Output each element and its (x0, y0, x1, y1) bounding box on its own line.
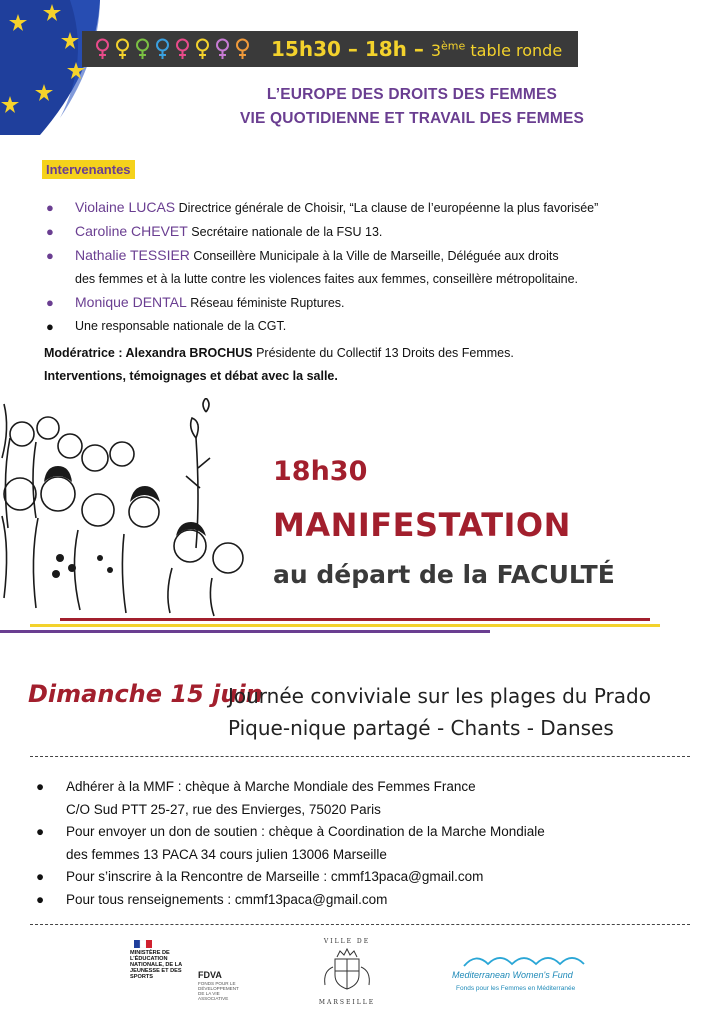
speakers-list (44, 196, 704, 338)
moderator-desc: Présidente du Collectif 13 Droits des Femmes. (252, 346, 514, 360)
speaker-desc: Une responsable nationale de la CGT. (75, 319, 287, 333)
moderator-label: Modératrice : Alexandra BROCHUS (44, 346, 253, 360)
bullet-icon: ● (36, 891, 45, 907)
headline-line-2: VIE QUOTIDIENNE ET TRAVAIL DES FEMMES (239, 110, 585, 127)
info-line: C/O Sud PTT 25-27, rue des Envierges, 75020 Paris (66, 801, 381, 817)
venus-symbol-icon (134, 37, 151, 61)
venus-symbol-icon (214, 37, 231, 61)
bullet-icon: ● (36, 779, 45, 794)
speaker-item (44, 220, 704, 244)
closing-note: Interventions, témoignages et débat avec la salle. (44, 369, 338, 383)
speaker-item (44, 196, 704, 220)
header-time: 15h30 – 18h – 3ème table ronde (271, 37, 563, 61)
manif-title: MANIFESTATION (273, 506, 571, 544)
speaker-item (44, 315, 704, 338)
venus-symbol-icon (194, 37, 211, 61)
ville-top-text: VILLE DE (323, 938, 371, 945)
french-flag-icon (134, 940, 152, 948)
sunday-title: Dimanche 15 juin (28, 680, 263, 708)
info-line: des femmes 13 PACA 34 cours julien 13006 Marseille (66, 846, 387, 862)
speaker-name: Caroline CHEVET (75, 223, 188, 239)
dotted-divider (30, 924, 690, 925)
moderator-block (44, 342, 514, 388)
divider-stripe (0, 630, 490, 633)
info-list (36, 776, 686, 911)
bullet-icon: ● (46, 319, 54, 334)
info-item (36, 821, 686, 866)
bullet-icon: ● (36, 869, 45, 884)
venus-symbol-icon (114, 37, 131, 61)
wave-icon (452, 950, 602, 970)
speaker-name: Violaine LUCAS (75, 199, 176, 215)
speaker-desc-continued: des femmes et à la lutte contre les violences faites aux femmes, conseillère métropolitaine. (75, 272, 579, 286)
info-line: Adhérer à la MMF : chèque à Marche Mondiale des Femmes France (66, 779, 476, 794)
venus-symbol-icon (154, 37, 171, 61)
speaker-desc: Conseillère Municipale à la Ville de Marseille, Déléguée aux droits (189, 249, 559, 263)
ministere-text: MINISTÈRE DE L’ÉDUCATION NATIONALE, DE LA JEUNESSE ET DES SPORTS (130, 950, 182, 980)
bullet-icon: ● (46, 200, 54, 215)
ville-bottom-text: MARSEILLE (318, 999, 376, 1006)
venus-symbols (94, 37, 251, 61)
divider-stripe (60, 618, 650, 621)
fdva-subtext: FONDS POUR LE DÉVELOPPEMENT DE LA VIE ASSOCIATIVE (198, 981, 239, 1001)
fdva-text: FDVA (198, 970, 222, 980)
info-line: Pour tous renseignements : cmmf13paca@gmail.com (66, 891, 388, 907)
sunday-line-2: Pique-nique partagé - Chants - Danses (228, 716, 614, 740)
sunday-line-1: Journée conviviale sur les plages du Prado (228, 684, 651, 708)
header-bar (82, 31, 578, 67)
medit-subtitle: Fonds pour les Femmes en Méditerranée (456, 985, 576, 992)
speaker-item (44, 291, 704, 315)
speakers-label: Intervenantes (42, 160, 135, 179)
bullet-icon: ● (46, 224, 54, 239)
speaker-item (44, 244, 704, 268)
manif-time: 18h30 (273, 456, 368, 487)
manif-subtitle: au départ de la FACULTÉ (273, 560, 615, 589)
venus-symbol-icon (174, 37, 191, 61)
bullet-icon: ● (46, 248, 54, 263)
speaker-name: Monique DENTAL (75, 294, 187, 310)
speaker-desc: Secrétaire nationale de la FSU 13. (187, 225, 383, 239)
speaker-desc: Réseau féministe Ruptures. (186, 296, 345, 310)
divider-stripe (30, 624, 660, 627)
venus-symbol-icon (234, 37, 251, 61)
sponsor-logos (0, 938, 720, 1008)
headline-line-1: L’EUROPE DES DROITS DES FEMMES (266, 86, 558, 103)
marseille-crest-icon (317, 947, 377, 991)
bullet-icon: ● (46, 295, 54, 310)
info-item (36, 776, 686, 821)
speaker-desc: Directrice générale de Choisir, “La clause de l’européenne la plus favorisée” (175, 201, 599, 215)
info-item (36, 889, 686, 912)
speaker-name: Nathalie TESSIER (75, 247, 190, 263)
ville-marseille-logo (312, 938, 382, 1008)
info-line: Pour s’inscrire à la Rencontre de Marseille : cmmf13paca@gmail.com (66, 869, 484, 884)
medit-name: Mediterranean Women's Fund (452, 970, 573, 980)
mediterranean-womens-fund-logo (452, 950, 602, 1000)
info-item (36, 866, 686, 889)
ministere-logo (130, 940, 240, 1005)
crowd-illustration (0, 398, 250, 620)
venus-symbol-icon (94, 37, 111, 61)
dotted-divider (30, 756, 690, 757)
bullet-icon: ● (36, 824, 45, 839)
info-line: Pour envoyer un don de soutien : chèque à Coordination de la Marche Mondiale (66, 824, 545, 839)
